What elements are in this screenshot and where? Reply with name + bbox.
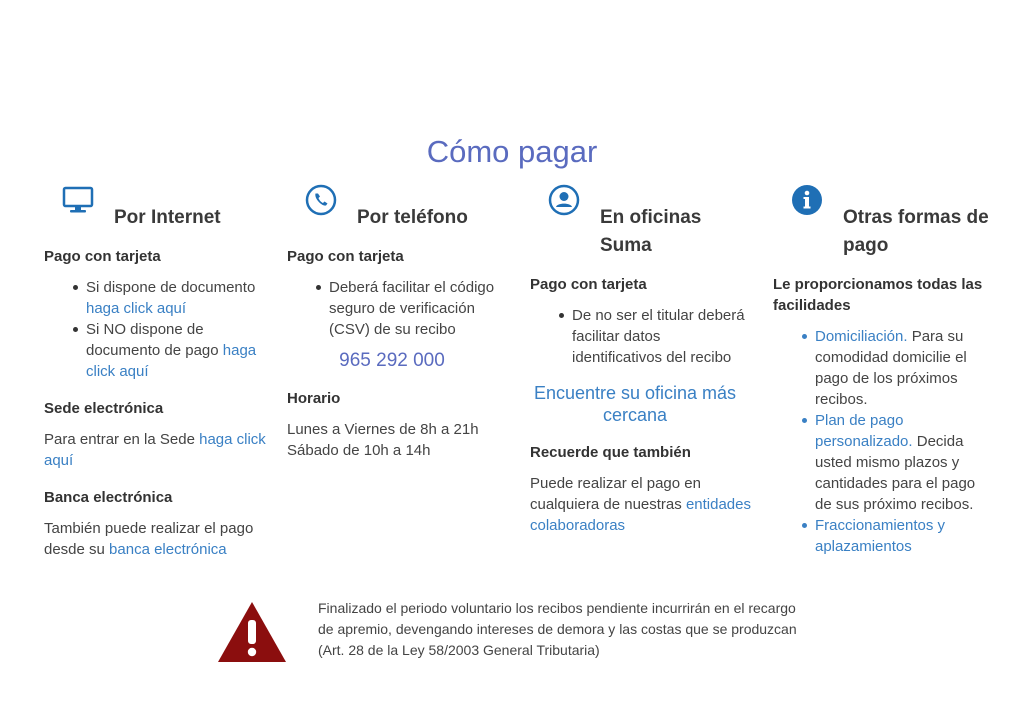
- find-office-link[interactable]: Encuentre su oficina más cercana: [533, 383, 737, 425]
- other-payment-list: [773, 326, 993, 557]
- list-item: [86, 319, 268, 382]
- sede-paragraph: [44, 429, 268, 471]
- section-heading: Horario: [287, 390, 341, 407]
- phone-payment-list: [287, 277, 511, 340]
- column-oficinas: [530, 182, 754, 536]
- column-title: Por teléfono: [357, 207, 468, 228]
- banca-text: También puede realizar el pago desde su: [44, 520, 254, 558]
- warning-notice: [216, 598, 796, 668]
- horario-weekday: Lunes a Viernes de 8h a 21h: [287, 421, 479, 438]
- column-title: Por Internet: [114, 207, 221, 228]
- banca-paragraph: [44, 518, 268, 560]
- section-heading: Recuerde que también: [530, 444, 691, 461]
- list-item: Deberá facilitar el código seguro de verificación (CSV) de su recibo: [329, 277, 511, 340]
- column-title: Otras formas de pago: [843, 207, 989, 256]
- column-title: En oficinas Suma: [600, 207, 702, 256]
- item-text: Si NO dispone de documento de pago: [86, 321, 223, 359]
- warning-text: Finalizado el periodo voluntario los recibos pendiente incurrirán en el recargo de apremio, devengando intereses de demora y las costas que se produzcan (Art. 28 de la Ley 58/2003 General Tributaria): [318, 600, 797, 658]
- column-header: [773, 182, 993, 258]
- column-header: [44, 182, 268, 230]
- horario-saturday: Sábado de 10h a 14h: [287, 442, 431, 459]
- section-heading: Pago con tarjeta: [287, 248, 404, 265]
- section-heading: Sede electrónica: [44, 400, 164, 417]
- list-item: [815, 410, 993, 515]
- column-telefono: [287, 182, 511, 461]
- item-text: Para su comodidad domicilie el pago de los próximos recibos.: [815, 328, 967, 408]
- monitor-icon: [62, 184, 94, 216]
- banca-electronica-link[interactable]: banca electrónica: [109, 541, 227, 558]
- section-heading: Pago con tarjeta: [530, 276, 647, 293]
- column-otras: [773, 182, 993, 557]
- plan-de-pago-link[interactable]: Plan de pago personalizado.: [815, 412, 913, 450]
- recuerde-text: Puede realizar el pago en cualquiera de nuestras: [530, 475, 701, 513]
- list-item: [86, 277, 268, 319]
- sede-text: Para entrar en la Sede: [44, 431, 200, 448]
- card-payment-with-document-link[interactable]: haga click aquí: [86, 300, 187, 317]
- recuerde-paragraph: [530, 473, 754, 536]
- phone-number[interactable]: 965 292 000: [339, 350, 445, 371]
- item-text: Decida usted mismo plazos y cantidades para el pago de sus próximo recibos.: [815, 433, 976, 513]
- horario-text: [287, 419, 511, 461]
- entidades-colaboradoras-link[interactable]: entidades colaboradoras: [530, 496, 751, 534]
- user-circle-icon: [548, 184, 580, 216]
- column-internet: [44, 182, 268, 560]
- sede-link[interactable]: haga click aquí: [44, 431, 266, 469]
- office-payment-list: [530, 305, 754, 368]
- list-item: De no ser el titular deberá facilitar datos identificativos del recibo: [572, 305, 754, 368]
- card-payment-without-document-link[interactable]: haga click aquí: [86, 342, 257, 380]
- column-header: [287, 182, 511, 230]
- section-heading: Banca electrónica: [44, 489, 173, 506]
- warning-icon: [216, 600, 288, 664]
- info-icon: [791, 184, 823, 216]
- payment-options-list: [44, 277, 268, 382]
- page-title: Cómo pagar: [426, 134, 598, 169]
- column-header: [530, 182, 754, 258]
- fraccionamientos-link[interactable]: Fraccionamientos y aplazamientos: [815, 517, 946, 555]
- domiciliacion-link[interactable]: Domiciliación.: [815, 328, 908, 345]
- section-heading: Le proporcionamos todas las facilidades: [773, 276, 983, 314]
- list-item: [815, 515, 993, 557]
- item-text: Si dispone de documento: [86, 279, 256, 296]
- phone-icon: [305, 184, 337, 216]
- section-heading: Pago con tarjeta: [44, 248, 161, 265]
- list-item: [815, 326, 993, 410]
